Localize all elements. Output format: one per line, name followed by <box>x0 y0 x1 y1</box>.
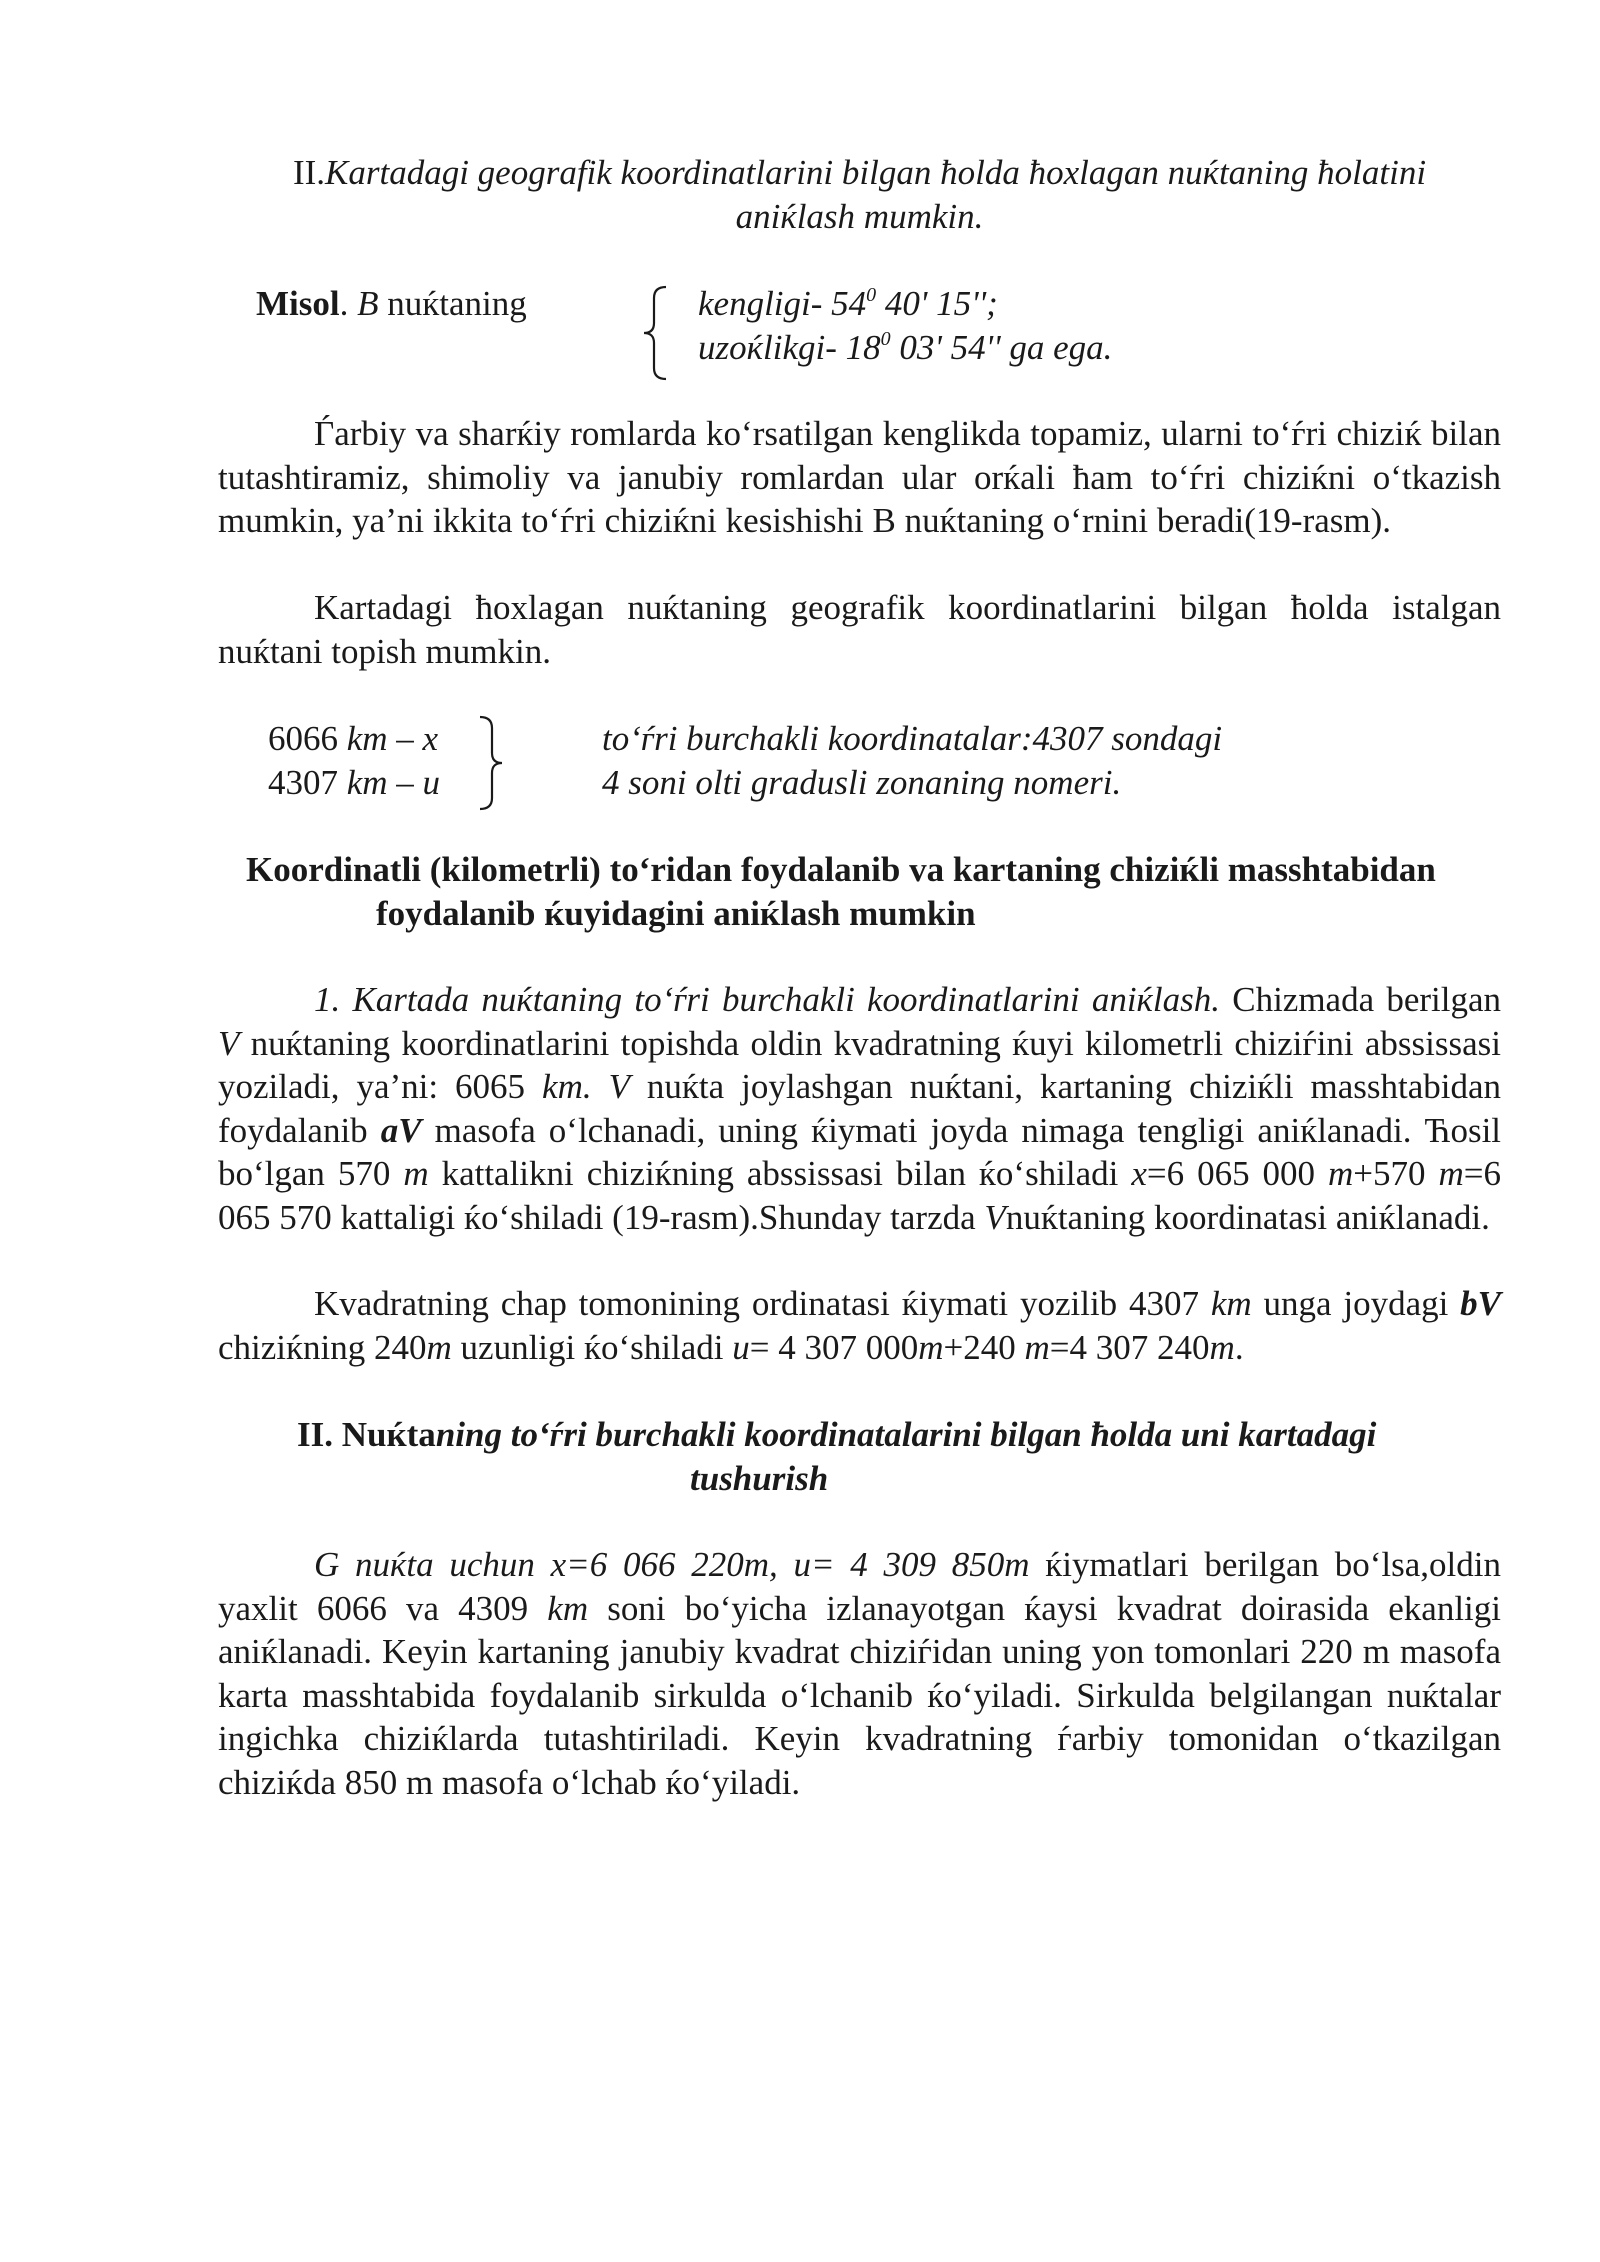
heading-II: II. Nuќtaning to‘ѓri burchakli koordinatalarini bilgan ħolda uni kartadagi <box>297 1415 1377 1454</box>
coord-desc2: 4 soni olti gradusli zonaning nomeri. <box>602 763 1122 802</box>
av-segment: aV <box>380 1110 422 1150</box>
coord-desc1: to‘ѓri burchakli koordinatalar:4307 sondagi <box>602 719 1223 758</box>
paragraph-intersection: Ѓarbiy va sharќiy romlarda ko‘rsatilgan kenglikda topamiz, ularni to‘ѓri chiziќ bilan tutashtiramiz, shimoliy va janubiy romlardan ular orќali ħam to‘ѓri chiziќni o‘tkazish mumkin, ya’ni ikkita to‘ѓri chiziќni kesishishi B nuќtaning o‘rnini beradi(19-rasm). <box>218 414 1502 540</box>
coord-x: 6066 km – x <box>268 719 439 758</box>
bv-segment: bV <box>1460 1284 1502 1323</box>
paragraph-ordinate: Kvadratning chap tomonining ordinatasi ќiymati yozilib 4307 km unga joydagi bV chiziќning 240m uzunligi ќo‘shiladi u= 4 307 000m+240 m=4 307 240m. <box>218 1284 1502 1367</box>
heading-prefix: II. <box>292 153 325 192</box>
left-brace <box>640 284 672 382</box>
right-brace <box>474 714 506 812</box>
heading-kilometric: Koordinatli (kilometrli) to‘ridan foydalanib va kartaning chiziќli masshtabidan <box>246 850 1436 889</box>
section-heading-geographic <box>218 151 1501 238</box>
heading-line2: aniќlash mumkin. <box>735 196 984 236</box>
heading-II-line2: tushurish <box>690 1459 829 1498</box>
item1-title: 1. Kartada nuќtaning to‘ѓri burchakli koordinatlarini aniќlash. <box>314 980 1221 1019</box>
longitude-line: uzoќlikgi- $18^0$ 03' 54'' ga ega. <box>698 328 1113 367</box>
example-label: Misol. B nuќtaning <box>256 284 527 323</box>
paragraph-find-point: Kartadagi ħoxlagan nuќtaning geografik koordinatlarini bilgan ħolda istalgan nuќtani topish mumkin. <box>218 588 1501 671</box>
point-suffix: nuќtaning <box>378 284 527 323</box>
heading-kilometric-line2: foydalanib ќuyidagini aniќlash mumkin <box>376 894 976 933</box>
misol-label: Misol <box>256 284 340 323</box>
coord-u: 4307 km – u <box>268 763 441 802</box>
point-b: B <box>357 284 379 323</box>
heading-line1: Kartadagi geografik koordinatlarini bilgan ħolda ħoxlagan nuќtaning ħolatini <box>325 153 1427 192</box>
paragraph-point-g: G nuќta uchun x=6 066 220m, u= 4 309 850m ќiymatlari berilgan bo‘lsa,oldin yaxlit 6066 va 4309 km soni bo‘yicha izlanayotgan ќaysi kvadrat doirasida ekanligi aniќlanadi. Keyin kartaning janubiy kvadrat chiziѓidan uning yon tomonlari 220 m masofa karta masshtabida foydalanib sirkulda o‘lchanib ќo‘yiladi. Sirkulda belgilangan nuќtalar ingichka chiziќlarda tutashtiriladi. Keyin kvadratning ѓarbiy tomonidan o‘tkazilgan chiziќda 850 m masofa o‘lchab ќo‘yiladi. <box>218 1545 1501 1802</box>
paragraph-item1: 1. Kartada nuќtaning to‘ѓri burchakli koordinatlarini aniќlash. Chizmada berilgan V nuќtaning koordinatlarini topishda oldin kvadratning ќuyi kilometrli chiziѓini abssissasi yoziladi, ya’ni: 6065 km. V nuќta joylashgan nuќtani, kartaning chiziќli masshtabidan foydalanib aV masofa o‘lchanadi, uning ќiymati joyda nimaga tengligi aniќlanadi. Ћosil bo‘lgan 570 m kattalikni chiziќning abssissasi bilan ќo‘shiladi x=6 065 000 m+570 m=6 065 570 kattaligi ќo‘shiladi (19-rasm).Shunday tarzda Vnuќtaning koordinatasi aniќlanadi. <box>218 980 1502 1237</box>
latitude-line: kengligi- $54^0$ 40' 15''; <box>698 284 998 323</box>
